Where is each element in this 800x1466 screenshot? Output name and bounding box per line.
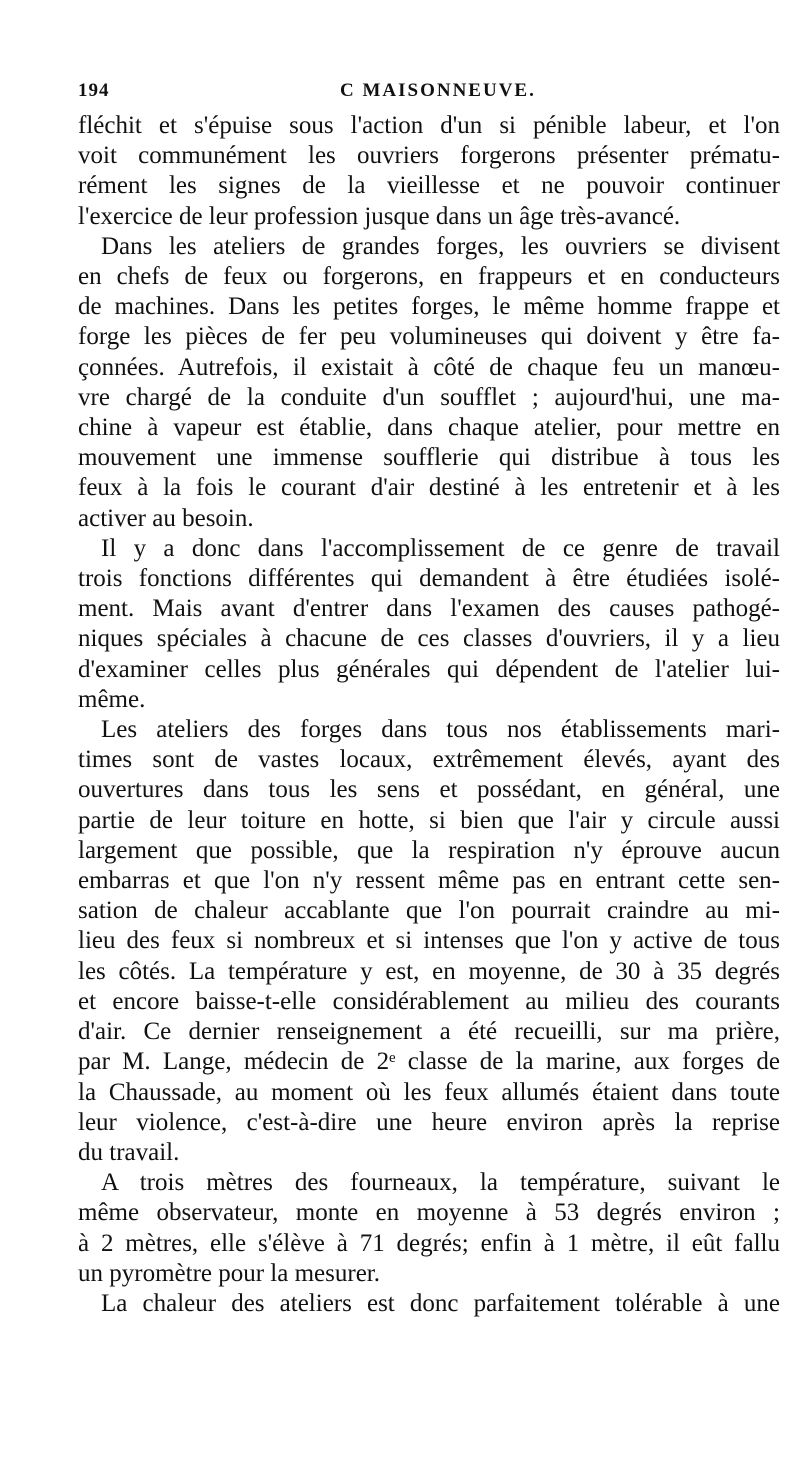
text-line: d'examiner celles plus générales qui dépendent de l'atelier lui- xyxy=(78,655,780,683)
text-line: rément les signes de la vieillesse et ne pouvoir continuer xyxy=(78,172,780,200)
text-line: par M. Lange, médecin de 2ᵉ classe de la marine, aux forges de xyxy=(78,1048,780,1076)
text-line: feux à la fois le courant d'air destiné à les entretenir et à les xyxy=(78,474,780,502)
text-line: en chefs de feux ou forgerons, en frappeurs et en conducteurs xyxy=(78,263,780,291)
text-line: de machines. Dans les petites forges, le même homme frappe et xyxy=(78,293,780,321)
text-line: lieu des feux si nombreux et si intenses que l'on y active de tous xyxy=(78,927,780,955)
text-line: la Chaussade, au moment où les feux allumés étaient dans toute xyxy=(78,1078,780,1106)
text-line: La chaleur des ateliers est donc parfaitement tolérable à une xyxy=(101,1289,780,1317)
text-line: et encore baisse-t-elle considérablement au milieu des courants xyxy=(78,987,780,1015)
text-line: vre chargé de la conduite d'un soufflet ; aujourd'hui, une ma- xyxy=(78,383,780,411)
text-line: Il y a donc dans l'accomplissement de ce genre de travail xyxy=(101,534,780,562)
text-line: çonnées. Autrefois, il existait à côté de chaque feu un manœu- xyxy=(78,353,780,381)
text-line: même. xyxy=(78,685,146,713)
text-line: du travail. xyxy=(78,1138,180,1166)
text-line: même observateur, monte en moyenne à 53 degrés environ ; xyxy=(78,1199,780,1227)
text-line: d'air. Ce dernier renseignement a été recueilli, sur ma prière, xyxy=(78,1018,780,1046)
text-line: Dans les ateliers de grandes forges, les ouvriers se divisent xyxy=(101,232,780,260)
body-text xyxy=(78,111,780,1319)
text-line: times sont de vastes locaux, extrêmement élevés, ayant des xyxy=(78,746,780,774)
text-line: niques spéciales à chacune de ces classes d'ouvriers, il y a lieu xyxy=(78,625,780,653)
text-line: largement que possible, que la respiration n'y éprouve aucun xyxy=(78,836,780,864)
text-line: chine à vapeur est établie, dans chaque atelier, pour mettre en xyxy=(78,414,780,442)
text-line: ment. Mais avant d'entrer dans l'examen des causes pathogé- xyxy=(78,595,780,623)
text-line: voit communément les ouvriers forgerons présenter prématu- xyxy=(78,142,780,170)
text-line: mouvement une immense soufflerie qui distribue à tous les xyxy=(78,444,780,472)
text-line: ouvertures dans tous les sens et possédant, en général, une xyxy=(78,776,780,804)
running-header xyxy=(78,80,778,104)
text-line: fléchit et s'épuise sous l'action d'un si pénible labeur, et l'on xyxy=(78,112,780,139)
running-title: C MAISONNEUVE. xyxy=(340,80,536,101)
text-line: Les ateliers des forges dans tous nos établissements mari- xyxy=(101,716,780,744)
text-line: activer au besoin. xyxy=(78,504,254,532)
text-line: un pyromètre pour la mesurer. xyxy=(78,1259,380,1287)
text-line: embarras et que l'on n'y ressent même pas en entrant cette sen- xyxy=(78,867,780,895)
text-line: l'exercice de leur profession jusque dans un âge très-avancé. xyxy=(78,202,681,230)
text-line: partie de leur toiture en hotte, si bien que l'air y circule aussi xyxy=(78,806,780,834)
text-line: A trois mètres des fourneaux, la température, suivant le xyxy=(101,1169,780,1197)
text-line: à 2 mètres, elle s'élève à 71 degrés; enfin à 1 mètre, il eût fallu xyxy=(78,1229,780,1257)
text-line: les côtés. La température y est, en moyenne, de 30 à 35 degrés xyxy=(78,957,780,985)
text-line: forge les pièces de fer peu volumineuses qui doivent y être fa- xyxy=(78,323,780,351)
text-line: leur violence, c'est-à-dire une heure environ après la reprise xyxy=(78,1108,780,1136)
text-line: sation de chaleur accablante que l'on pourrait craindre au mi- xyxy=(78,897,780,925)
text-line: trois fonctions différentes qui demandent à être étudiées isolé- xyxy=(78,565,780,593)
page-number: 194 xyxy=(78,80,110,101)
